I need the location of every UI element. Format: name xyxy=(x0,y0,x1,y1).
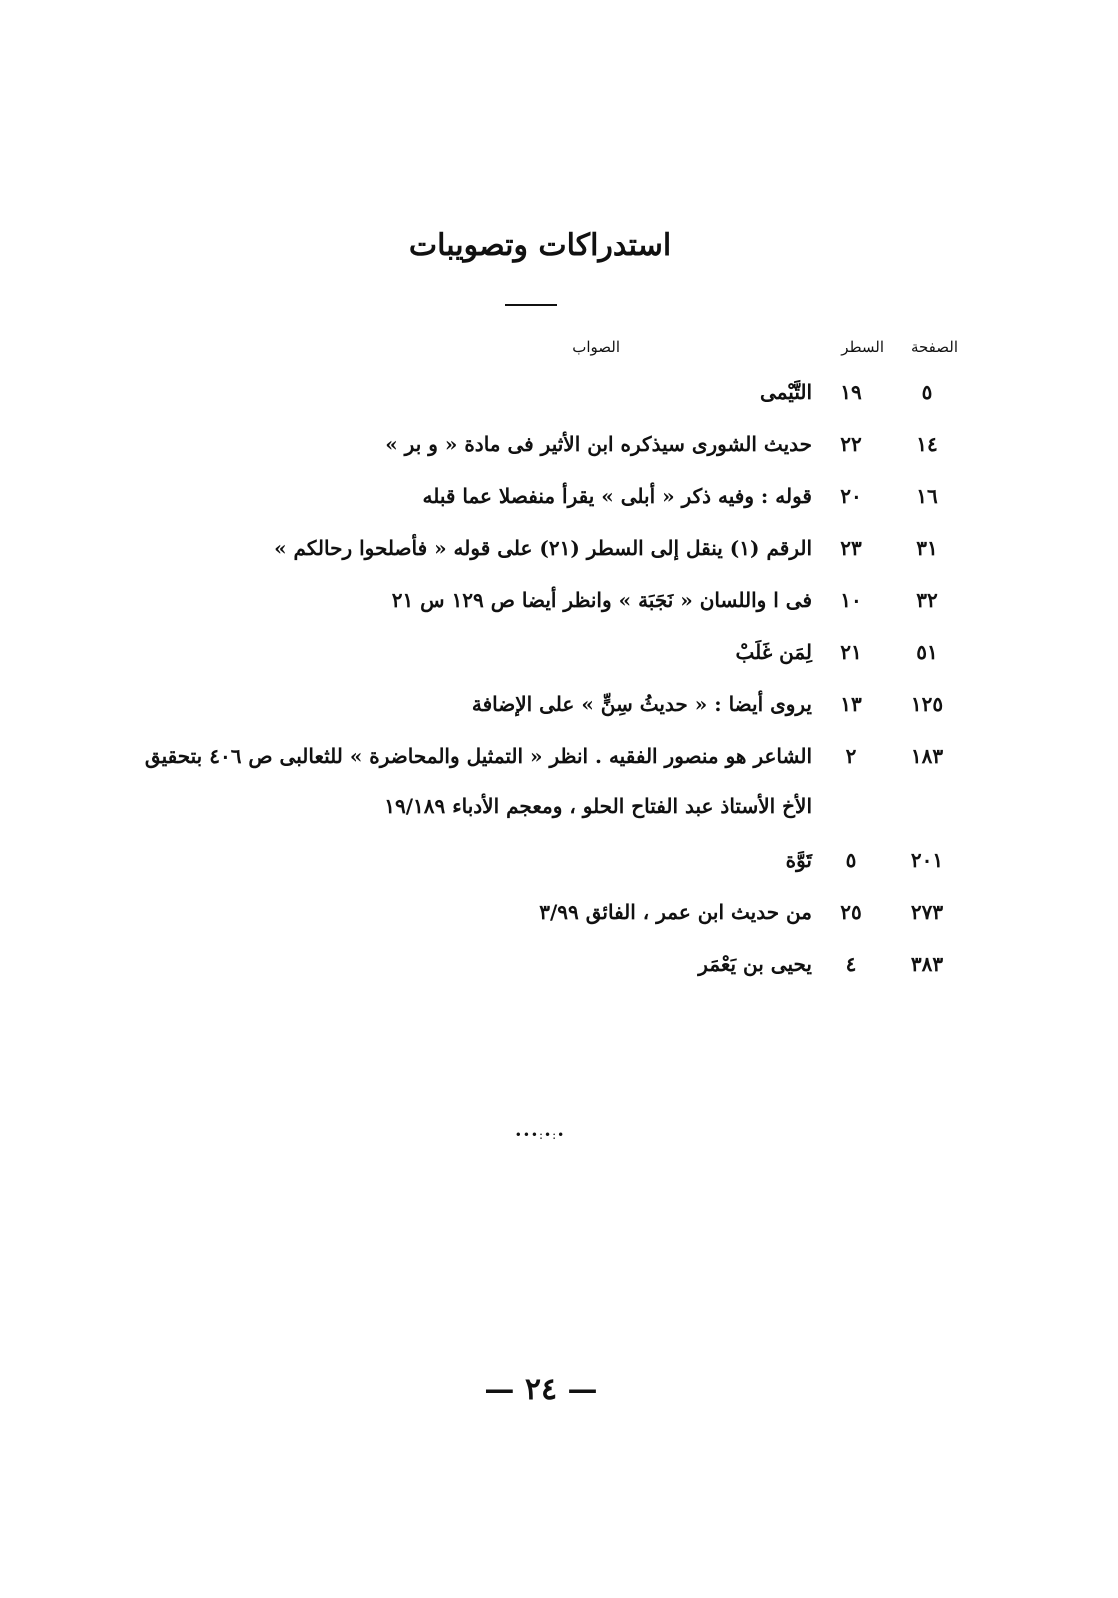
entry-text: حديث الشورى سيذكره ابن الأثير فى مادة « و بر » xyxy=(385,432,812,456)
table-row xyxy=(0,472,1118,524)
table-row xyxy=(0,888,1118,940)
entry-page: ٢٠١ xyxy=(910,848,944,872)
entry-line: ٢١ xyxy=(840,640,862,664)
table-row xyxy=(0,680,1118,732)
entry-text: الرقم (١) ينقل إلى السطر (٢١) على قوله « فأصلحوا رحالكم » xyxy=(274,536,812,560)
table-row xyxy=(0,628,1118,680)
table-row xyxy=(0,524,1118,576)
entry-line: ٢٢ xyxy=(840,432,862,456)
entry-line: ٢٠ xyxy=(840,484,862,508)
entry-line: ٢٥ xyxy=(840,900,862,924)
entry-line: ١٣ xyxy=(840,692,862,716)
entry-line: ١٠ xyxy=(840,588,862,612)
entry-page: ١٦ xyxy=(916,484,938,508)
entry-text: التَّيْمى xyxy=(760,380,812,404)
entry-text: الشاعر هو منصور الفقيه . انظر « التمثيل والمحاضرة » للثعالبى ص ٤٠٦ بتحقيق الأخ الأستاذ عبد الفتاح الحلو ، ومعجم الأدباء ١٩/١٨٩ xyxy=(144,744,812,818)
table-row xyxy=(0,732,1118,836)
entry-page: ١٤ xyxy=(916,432,938,456)
entry-page: ١٢٥ xyxy=(910,692,944,716)
entry-page: ٢٧٣ xyxy=(910,900,944,924)
entry-line: ٢ xyxy=(845,744,857,768)
entry-line: ٢٣ xyxy=(840,536,862,560)
entry-line: ٥ xyxy=(845,848,857,872)
entry-text: فى ا واللسان « نَجَبَة » وانظر أيضا ص ١٢٩ س ٢١ xyxy=(391,588,812,612)
entry-text: يحيى بن يَعْمَر xyxy=(698,952,812,976)
entry-page: ٣٢ xyxy=(916,588,938,612)
entry-text: قوله : وفيه ذكر « أبلى » يقرأ منفصلا عما قبله xyxy=(422,484,812,508)
table-row xyxy=(0,420,1118,472)
header-correct: الصواب xyxy=(572,338,620,356)
entry-page: ٥١ xyxy=(916,640,938,664)
table-row xyxy=(0,836,1118,888)
entry-text: من حديث ابن عمر ، الفائق ٣/٩٩ xyxy=(539,900,812,924)
table-row xyxy=(0,940,1118,992)
header-line: السطر xyxy=(841,338,884,356)
table-row xyxy=(0,576,1118,628)
section-ornament: •••:•:• xyxy=(514,1128,566,1142)
entry-line: ٤ xyxy=(845,952,857,976)
entry-text: يروى أيضا : « حديثُ سِنٍّ » على الإضافة xyxy=(471,692,812,716)
corrections-table xyxy=(0,368,1118,992)
entry-page: ٣١ xyxy=(916,536,938,560)
title-rule xyxy=(505,304,557,306)
page-number: — ٢٤ — xyxy=(484,1372,598,1407)
entry-page: ١٨٣ xyxy=(910,744,944,768)
header-page: الصفحة xyxy=(910,338,958,356)
table-row xyxy=(0,368,1118,420)
entry-text: تَوَّة xyxy=(785,848,812,872)
entry-page: ٣٨٣ xyxy=(910,952,944,976)
entry-text: لِمَن غَلَبْ xyxy=(735,640,812,664)
entry-line: ١٩ xyxy=(840,380,862,404)
page-title: استدراكات وتصويبات xyxy=(408,228,672,263)
entry-page: ٥ xyxy=(921,380,933,404)
